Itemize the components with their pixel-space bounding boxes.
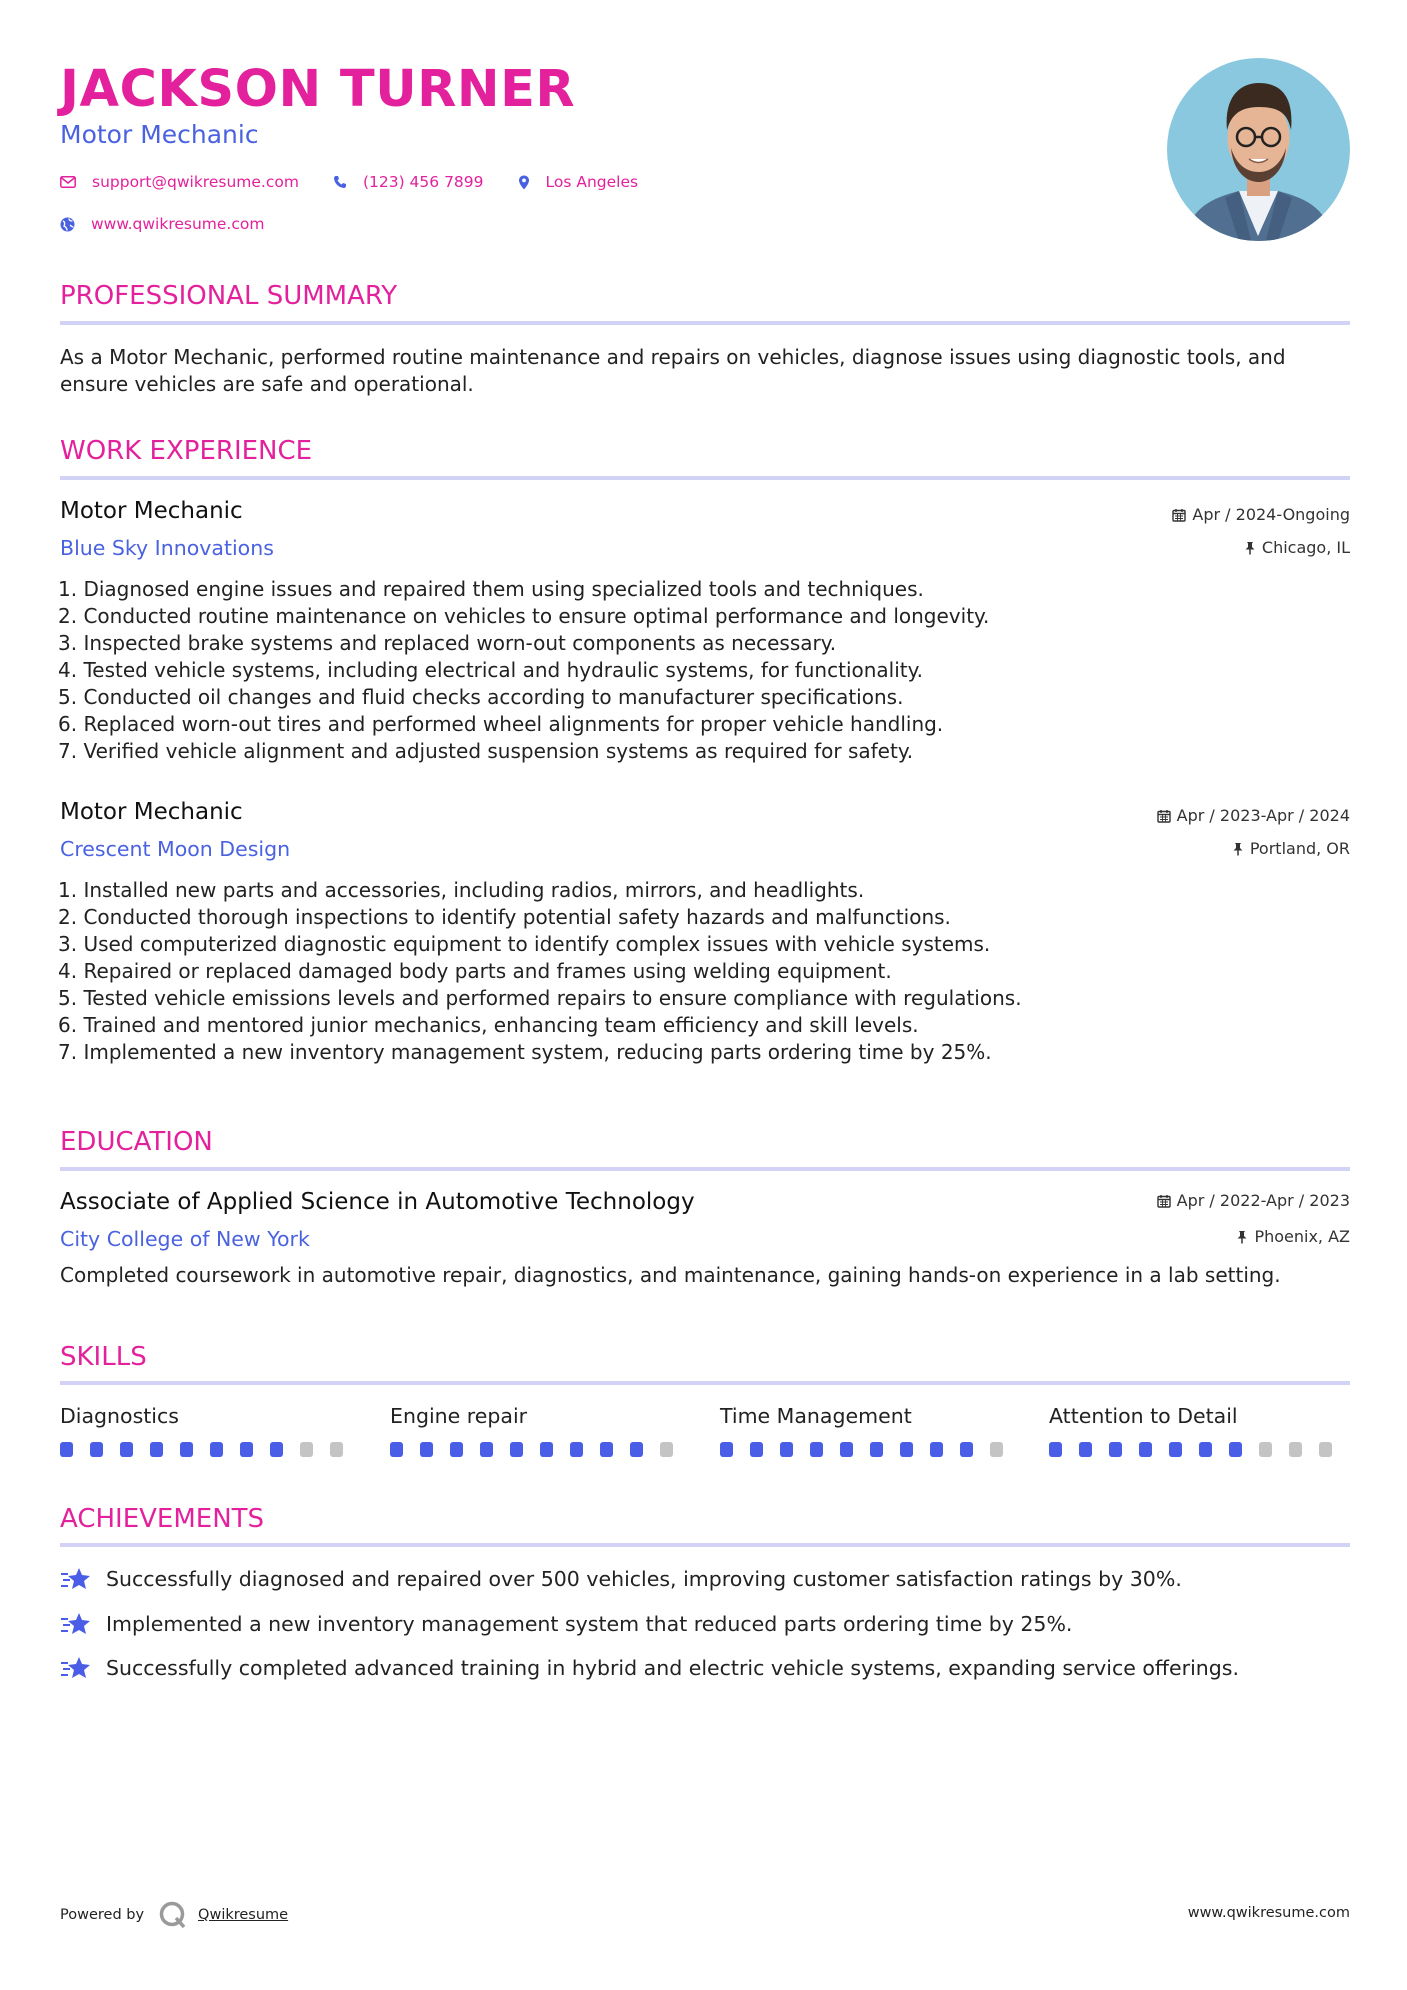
location-text: Phoenix, AZ — [1254, 1227, 1350, 1246]
section-divider — [60, 1381, 1350, 1385]
candidate-title: Motor Mechanic — [60, 120, 259, 149]
contact-phone[interactable] — [333, 173, 484, 191]
footer-website[interactable]: www.qwikresume.com — [1187, 1905, 1350, 1921]
shooting-star-icon — [60, 1566, 92, 1592]
section-divider — [60, 1543, 1350, 1547]
skill-dot-filled — [270, 1442, 283, 1457]
skill-dot-filled — [1169, 1442, 1182, 1457]
location-text: Portland, OR — [1249, 839, 1350, 858]
location-text: Chicago, IL — [1261, 538, 1350, 557]
skill-dot-filled — [60, 1442, 73, 1457]
pushpin-icon — [1232, 842, 1244, 856]
skill-dot-filled — [1139, 1442, 1152, 1457]
phone-text: (123) 456 7899 — [362, 173, 484, 191]
qwikresume-link[interactable]: Qwikresume — [198, 1907, 289, 1923]
list-item: 2. Conducted thorough inspections to identify potential safety hazards and malfunctions. — [58, 905, 951, 929]
skill-item — [1049, 1402, 1349, 1457]
summary-text: As a Motor Mechanic, performed routine maintenance and repairs on vehicles, diagnose issues using diagnostic tools, and ensure vehicles are safe and operational. — [60, 345, 1286, 396]
contact-website[interactable] — [60, 215, 264, 233]
education-description: Completed coursework in automotive repair, diagnostics, and maintenance, gaining hands-on experience in a lab setting. — [60, 1263, 1281, 1287]
calendar-icon — [1157, 809, 1171, 823]
powered-by-label: Powered by — [60, 1907, 145, 1923]
achievement-text: Successfully completed advanced training in hybrid and electric vehicle systems, expanding service offerings. — [106, 1656, 1239, 1680]
phone-icon — [333, 175, 347, 189]
qwikresume-logo-icon — [158, 1900, 188, 1930]
skill-dot-empty — [660, 1442, 673, 1457]
skill-name: Time Management — [720, 1404, 912, 1428]
list-item: 4. Tested vehicle systems, including electrical and hydraulic systems, for functionality. — [58, 658, 923, 682]
skill-dot-empty — [300, 1442, 313, 1457]
skill-dot-filled — [90, 1442, 103, 1457]
location-text: Los Angeles — [545, 173, 639, 191]
education-location — [1236, 1226, 1350, 1248]
contact-email[interactable] — [60, 173, 299, 191]
skill-dot-filled — [390, 1442, 403, 1457]
skill-dot-filled — [1049, 1442, 1062, 1457]
list-item: 6. Replaced worn-out tires and performed wheel alignments for proper vehicle handling. — [58, 712, 944, 736]
summary-heading: PROFESSIONAL SUMMARY — [60, 281, 398, 311]
list-item: 5. Conducted oil changes and fluid checks according to manufacturer specifications. — [58, 685, 904, 709]
skill-dot-filled — [570, 1442, 583, 1457]
list-item: 7. Verified vehicle alignment and adjusted suspension systems as required for safety. — [58, 739, 914, 763]
dates-text: Apr / 2024-Ongoing — [1192, 505, 1350, 524]
contact-row-website — [60, 215, 298, 233]
list-item: 6. Trained and mentored junior mechanics, enhancing team efficiency and skill levels. — [58, 1013, 919, 1037]
globe-icon — [60, 217, 75, 232]
skill-dot-filled — [930, 1442, 943, 1457]
skill-dot-filled — [450, 1442, 463, 1457]
pushpin-icon — [1244, 541, 1256, 555]
skill-dot-filled — [120, 1442, 133, 1457]
skill-dot-filled — [420, 1442, 433, 1457]
achievement-item — [60, 1610, 1072, 1638]
skill-dot-filled — [540, 1442, 553, 1457]
candidate-name: JACKSON TURNER — [60, 60, 576, 119]
website-text: www.qwikresume.com — [91, 215, 265, 233]
list-item: 3. Inspected brake systems and replaced worn-out components as necessary. — [58, 631, 837, 655]
skill-dot-filled — [810, 1442, 823, 1457]
skill-dot-filled — [210, 1442, 223, 1457]
skill-name: Attention to Detail — [1049, 1404, 1238, 1428]
list-item: 1. Installed new parts and accessories, including radios, mirrors, and headlights. — [58, 878, 865, 902]
pushpin-icon — [1236, 1230, 1248, 1244]
job-dates — [1172, 504, 1350, 526]
job-title: Motor Mechanic — [60, 498, 243, 524]
skill-item — [720, 1402, 1020, 1457]
list-item: 2. Conducted routine maintenance on vehicles to ensure optimal performance and longevity. — [58, 604, 990, 628]
skill-dot-filled — [780, 1442, 793, 1457]
calendar-icon — [1157, 1194, 1171, 1208]
list-item: 4. Repaired or replaced damaged body parts and frames using welding equipment. — [58, 959, 892, 983]
section-divider — [60, 321, 1350, 325]
achievement-text: Successfully diagnosed and repaired over 500 vehicles, improving customer satisfaction ratings by 30%. — [106, 1567, 1182, 1591]
achievement-item — [60, 1654, 1239, 1682]
skill-rating — [60, 1442, 360, 1457]
dates-text: Apr / 2022-Apr / 2023 — [1176, 1191, 1350, 1210]
skill-dot-filled — [480, 1442, 493, 1457]
skill-dot-filled — [600, 1442, 613, 1457]
shooting-star-icon — [60, 1611, 92, 1637]
skill-rating — [720, 1442, 1020, 1457]
school-name: City College of New York — [60, 1227, 310, 1251]
skill-dot-filled — [510, 1442, 523, 1457]
skill-item — [390, 1402, 690, 1457]
achievement-text: Implemented a new inventory management system that reduced parts ordering time by 25%. — [106, 1612, 1073, 1636]
section-divider — [60, 476, 1350, 480]
education-heading: EDUCATION — [60, 1127, 213, 1157]
job-bullets — [58, 576, 1348, 765]
skill-dot-filled — [840, 1442, 853, 1457]
skill-dot-filled — [1079, 1442, 1092, 1457]
skill-dot-filled — [720, 1442, 733, 1457]
skill-dot-filled — [180, 1442, 193, 1457]
skill-dot-empty — [990, 1442, 1003, 1457]
skill-rating — [1049, 1442, 1349, 1457]
email-text: support@qwikresume.com — [92, 173, 299, 191]
skill-rating — [390, 1442, 690, 1457]
map-pin-icon — [518, 175, 530, 190]
skill-dot-filled — [750, 1442, 763, 1457]
company-name: Crescent Moon Design — [60, 837, 291, 861]
skill-dot-empty — [330, 1442, 343, 1457]
calendar-icon — [1172, 508, 1186, 522]
job-location — [1232, 838, 1350, 860]
skill-dot-filled — [1199, 1442, 1212, 1457]
job-title: Motor Mechanic — [60, 799, 243, 825]
list-item: 1. Diagnosed engine issues and repaired them using specialized tools and techniques. — [58, 577, 924, 601]
list-item: 7. Implemented a new inventory management system, reducing parts ordering time by 25%. — [58, 1040, 992, 1064]
achievement-item — [60, 1565, 1182, 1593]
job-bullets — [58, 877, 1348, 1066]
skill-name: Diagnostics — [60, 1404, 179, 1428]
contact-row — [60, 173, 672, 191]
skill-item — [60, 1402, 360, 1457]
education-dates — [1157, 1190, 1350, 1212]
experience-heading: WORK EXPERIENCE — [60, 436, 313, 466]
degree-title: Associate of Applied Science in Automotive Technology — [60, 1189, 695, 1215]
dates-text: Apr / 2023-Apr / 2024 — [1176, 806, 1350, 825]
footer-powered-by — [60, 1900, 288, 1930]
list-item: 3. Used computerized diagnostic equipment to identify complex issues with vehicle systems. — [58, 932, 991, 956]
shooting-star-icon — [60, 1655, 92, 1681]
contact-location — [518, 173, 639, 191]
skill-name: Engine repair — [390, 1404, 528, 1428]
skill-dot-filled — [960, 1442, 973, 1457]
skill-dot-filled — [630, 1442, 643, 1457]
skills-heading: SKILLS — [60, 1342, 147, 1372]
achievements-heading: ACHIEVEMENTS — [60, 1504, 265, 1534]
list-item: 5. Tested vehicle emissions levels and performed repairs to ensure compliance with regulations. — [58, 986, 1022, 1010]
section-divider — [60, 1167, 1350, 1171]
skill-dot-filled — [1109, 1442, 1122, 1457]
skill-dot-filled — [150, 1442, 163, 1457]
envelope-icon — [60, 176, 76, 188]
company-name: Blue Sky Innovations — [60, 536, 274, 560]
skill-dot-empty — [1289, 1442, 1302, 1457]
skill-dot-filled — [900, 1442, 913, 1457]
job-location — [1244, 537, 1350, 559]
skill-dot-filled — [240, 1442, 253, 1457]
profile-photo — [1167, 58, 1350, 241]
skill-dot-filled — [870, 1442, 883, 1457]
skill-dot-empty — [1259, 1442, 1272, 1457]
skill-dot-filled — [1229, 1442, 1242, 1457]
skill-dot-empty — [1319, 1442, 1332, 1457]
job-dates — [1157, 805, 1350, 827]
